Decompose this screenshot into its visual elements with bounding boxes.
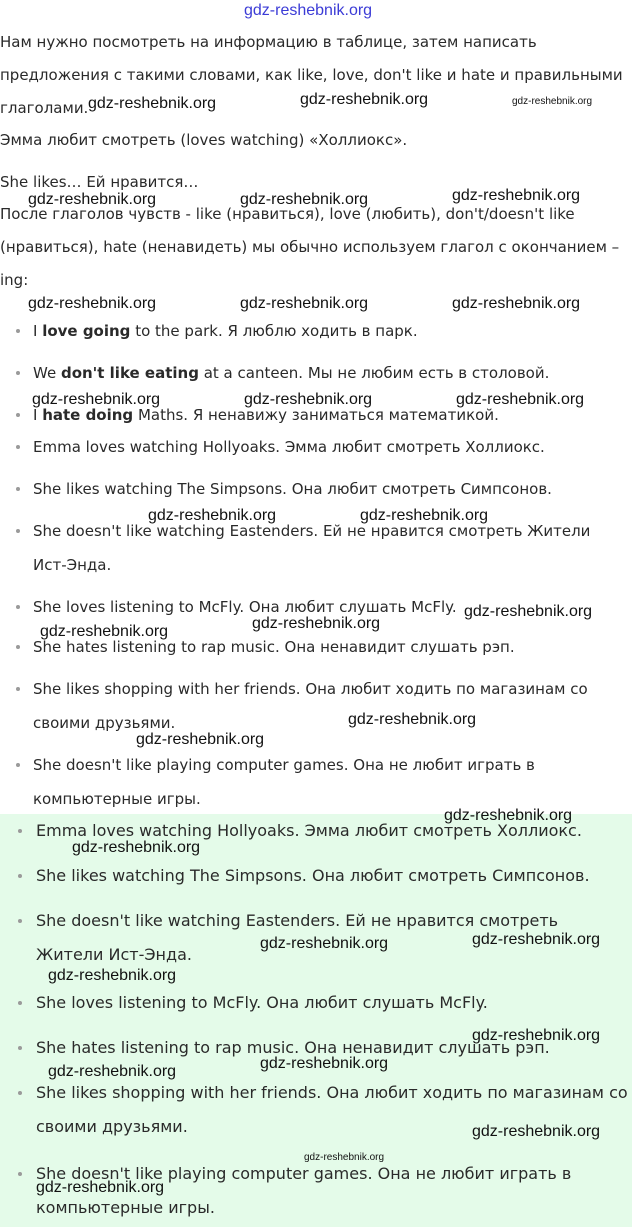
watermark: gdz-reshebnik.org — [472, 1123, 601, 1140]
watermark: gdz-reshebnik.org — [48, 1063, 177, 1080]
watermark: gdz-reshebnik.org — [444, 807, 573, 824]
intro-line: предложения с такими словами, как like, love, don't like и hate и правильными — [0, 66, 623, 84]
watermark: gdz-reshebnik.org — [472, 931, 601, 948]
watermark: gdz-reshebnik.org — [360, 507, 489, 524]
watermark: gdz-reshebnik.org — [456, 391, 585, 408]
watermark: gdz-reshebnik.org — [260, 935, 389, 952]
watermark: gdz-reshebnik.org — [40, 623, 169, 640]
watermark: gdz-reshebnik.org — [304, 1152, 385, 1163]
intro-line: глаголами. — [0, 99, 89, 117]
watermark: gdz-reshebnik.org — [464, 603, 593, 620]
watermark: gdz-reshebnik.org — [472, 1027, 601, 1044]
watermark: gdz-reshebnik.org — [36, 1179, 165, 1196]
watermark: gdz-reshebnik.org — [72, 839, 201, 856]
watermark: gdz-reshebnik.org — [452, 295, 581, 312]
watermark: gdz-reshebnik.org — [28, 295, 157, 312]
watermark: gdz-reshebnik.org — [240, 191, 369, 208]
watermark: gdz-reshebnik.org — [252, 615, 381, 632]
watermark: gdz-reshebnik.org — [260, 1055, 389, 1072]
watermark: gdz-reshebnik.org — [136, 731, 265, 748]
watermark: gdz-reshebnik.org — [244, 391, 373, 408]
watermark: gdz-reshebnik.org — [452, 187, 581, 204]
watermark: gdz-reshebnik.org — [348, 711, 477, 728]
site-watermark: gdz-reshebnik.org — [244, 2, 373, 19]
intro-line: Нам нужно посмотреть на информацию в таблице, затем написать — [0, 33, 537, 51]
watermark: gdz-reshebnik.org — [28, 191, 157, 208]
answer-block: Emma loves watching Hollyoaks. Эмма любит смотреть Холлиокс. She likes watching The Simpsons. Она любит смотреть Симпсонов. She doesn't like watching Eastenders. Ей не нравится смотреть Жители Ист-Энда. She loves listening to McFly. Она любит слушать McFly. She hates listening to rap music. Она ненавидит слушать рэп. She likes shopping with her friends. Она любит ходить по магазинам со своими друзьями. She doesn't like playing computer games. Она не любит играть в компьютерные игры. — [0, 814, 632, 1227]
rule-line: ing: — [0, 271, 29, 289]
watermark: gdz-reshebnik.org — [88, 95, 217, 112]
watermark: gdz-reshebnik.org — [48, 967, 177, 984]
watermark: gdz-reshebnik.org — [240, 295, 369, 312]
watermark: gdz-reshebnik.org — [512, 96, 593, 107]
example-sentence: Эмма любит смотреть (loves watching) «Холлиокс». — [0, 131, 408, 149]
rule-line: После глаголов чувств - like (нравиться), love (любить), don't/doesn't like — [0, 205, 575, 223]
watermark: gdz-reshebnik.org — [32, 391, 161, 408]
watermark: gdz-reshebnik.org — [300, 91, 429, 108]
likes-translation: She likes… Ей нравится… — [0, 173, 199, 191]
watermark: gdz-reshebnik.org — [148, 507, 277, 524]
rule-line: (нравиться), hate (ненавидеть) мы обычно используем глагол с окончанием – — [0, 238, 620, 256]
